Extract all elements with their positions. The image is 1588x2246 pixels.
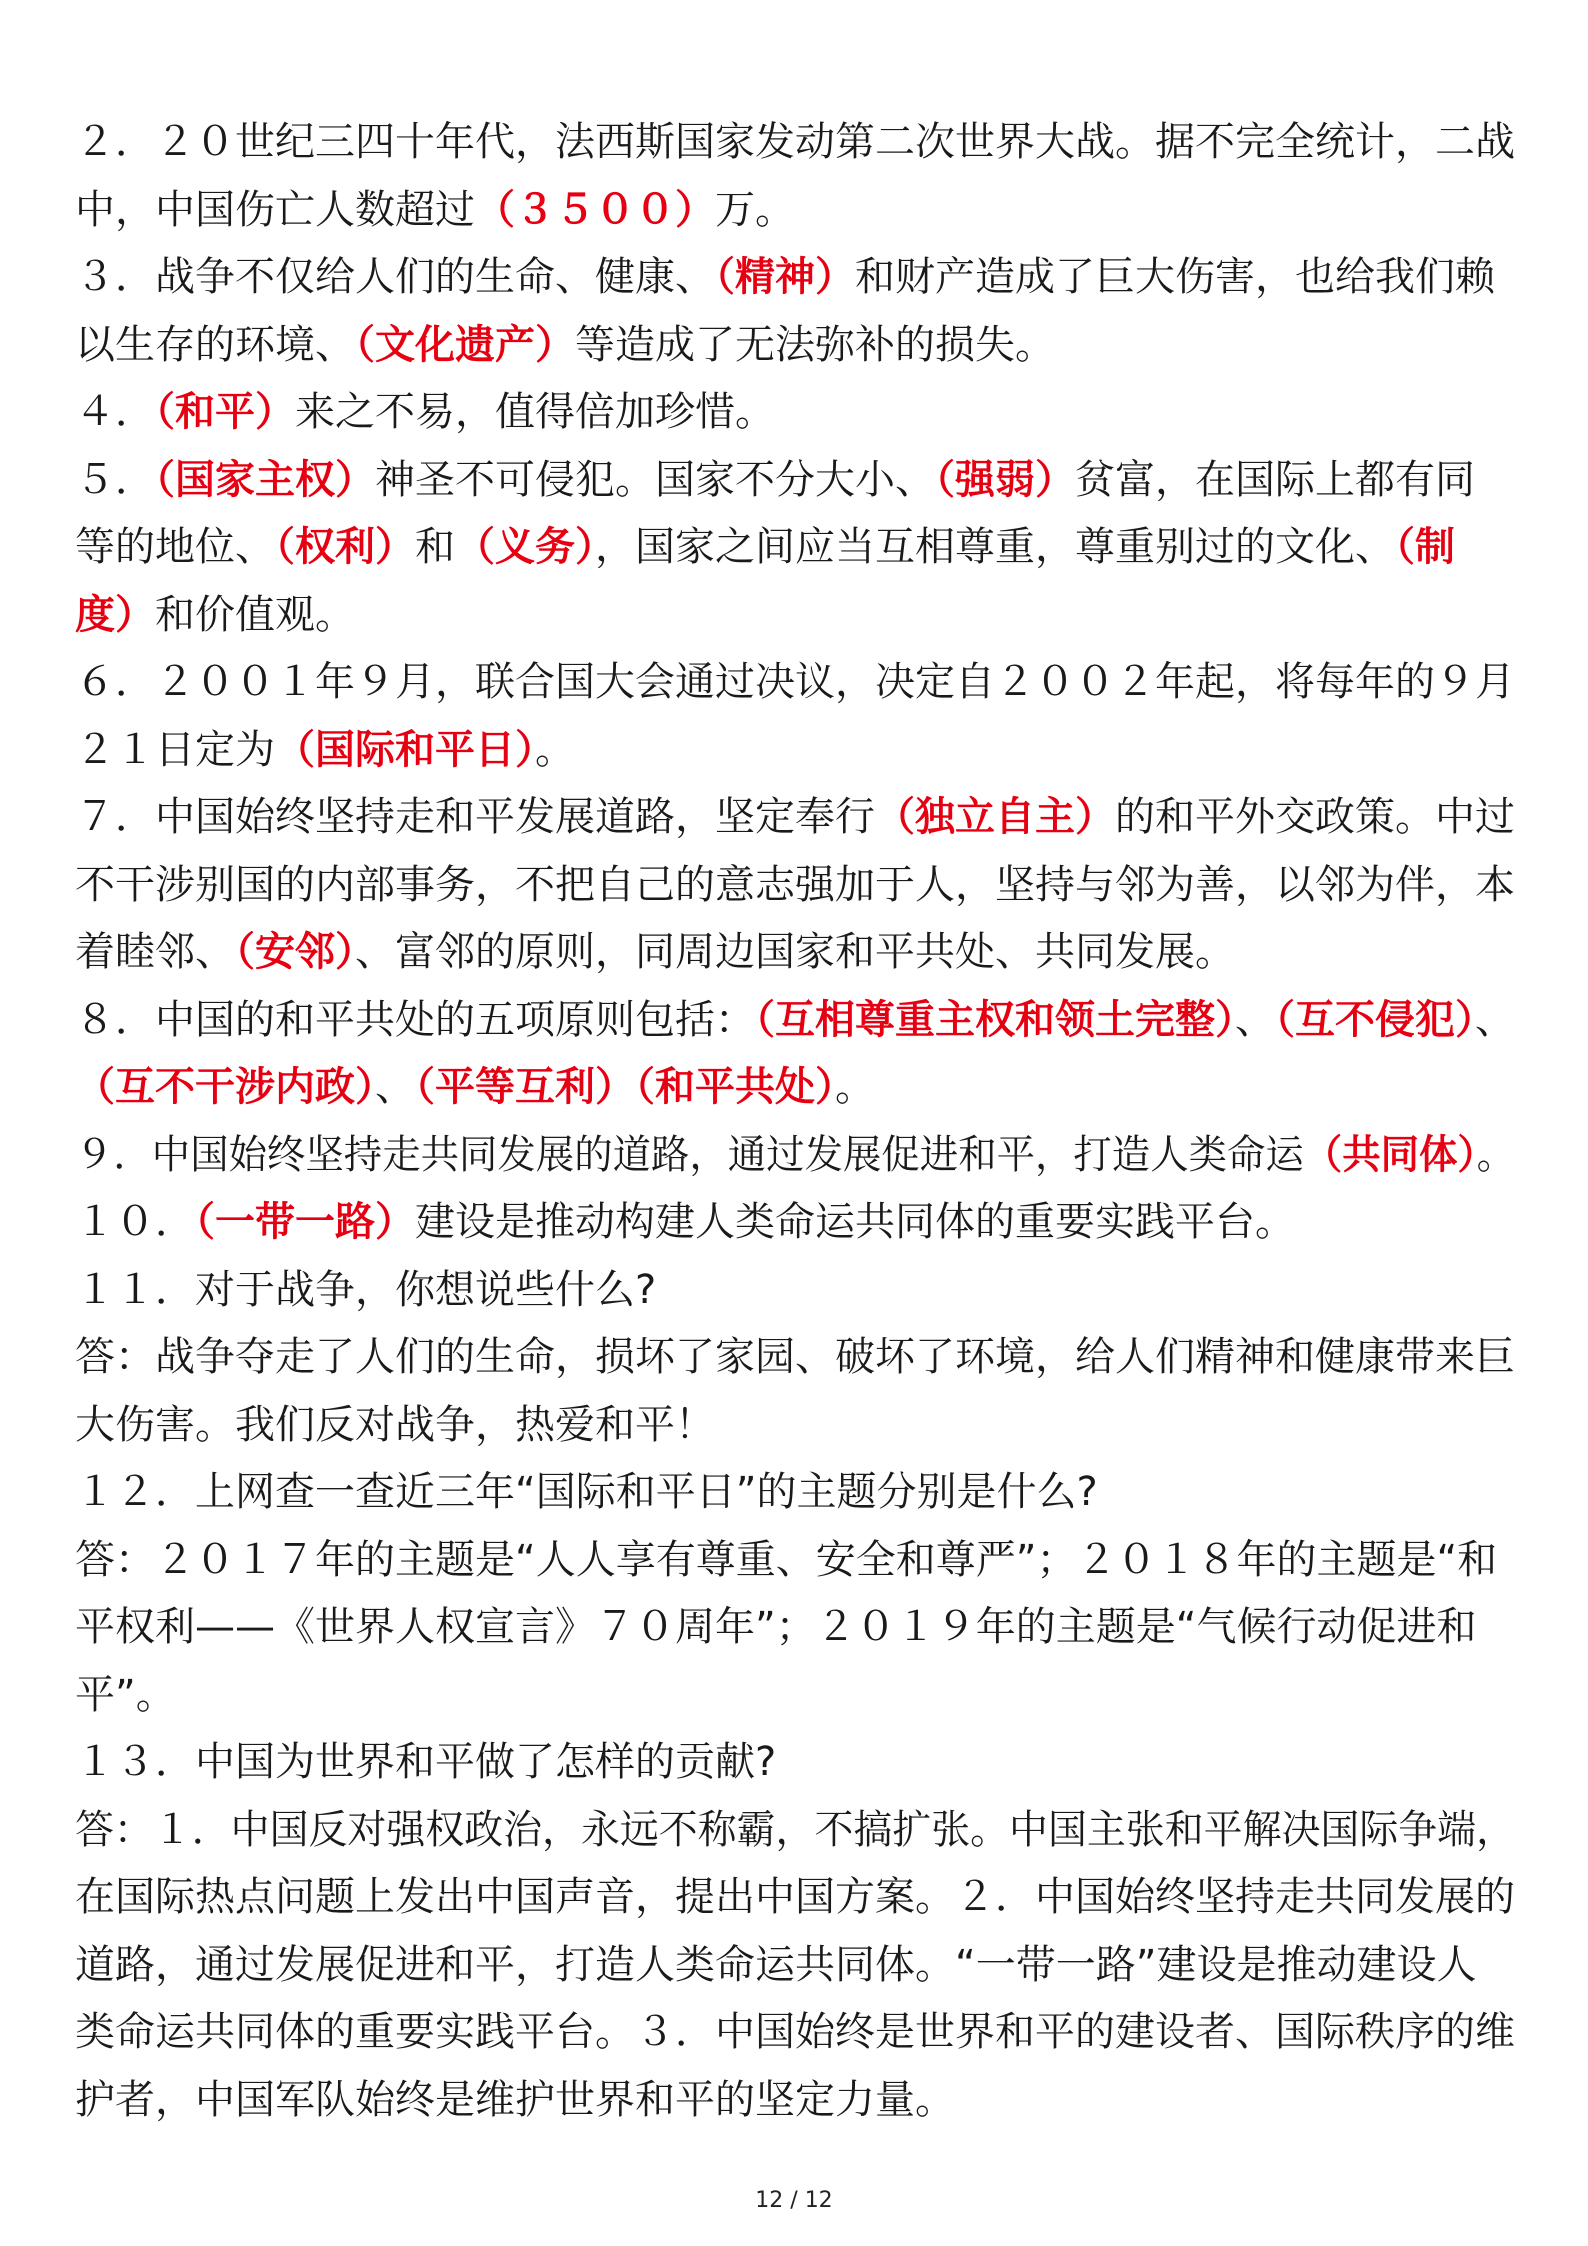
text-segment: 护者，中国军队始终是维护世界和平的坚定力量。 [75, 2076, 955, 2123]
text-line [75, 321, 1055, 368]
answer-text: （３５００） [475, 186, 715, 233]
text-segment: 、 [1235, 996, 1275, 1043]
answer-text: （平等互利） [415, 1064, 635, 1110]
text-segment: 和财产造成了巨大伤害，也给我们赖 [855, 254, 1495, 300]
text-segment: 万。 [715, 186, 795, 233]
text-segment: ９．中国始终坚持走共同发展的道路，通过发展促进和平，打造人类命运 [75, 1131, 1304, 1178]
text-segment: ４． [75, 389, 155, 435]
text-segment: 大伤害。我们反对战争，热爱和平！ [75, 1401, 715, 1448]
text-line [75, 1671, 176, 1718]
answer-text: （独立自主） [875, 794, 1115, 840]
text-segment: 。 [1476, 1131, 1515, 1178]
answer-text: （国际和平日） [275, 726, 535, 773]
text-line [75, 1536, 1498, 1583]
text-line [75, 1131, 1515, 1178]
text-segment: 等的地位、 [75, 524, 275, 570]
text-segment: １３．中国为世界和平做了怎样的贡献? [75, 1739, 777, 1785]
text-segment: 不干涉别国的内部事务，不把自己的意志强加于人，坚持与邻为善，以邻为伴，本 [75, 861, 1515, 908]
text-line [75, 996, 1515, 1043]
text-segment: ，国家之间应当互相尊重，尊重别过的文化、 [595, 524, 1395, 570]
answer-text: （强弱） [935, 456, 1075, 503]
text-line [75, 794, 1515, 840]
text-line [75, 1941, 1477, 1988]
text-segment: １２．上网查一查近三年“国际和平日”的主题分别是什么? [75, 1469, 1098, 1515]
answer-text: （和平） [155, 389, 295, 435]
text-line [75, 456, 1475, 503]
text-line [75, 254, 1495, 300]
answer-text: （互相尊重主权和领土完整） [755, 996, 1235, 1043]
text-segment: 着睦邻、 [75, 929, 235, 975]
text-line [75, 1604, 1477, 1650]
text-line [75, 929, 1235, 975]
text-segment: 平权利——《世界人权宣言》７０周年”；２０１９年的主题是“气候行动促进和 [75, 1604, 1477, 1650]
text-segment: 在国际热点问题上发出中国声音，提出中国方案。２．中国始终坚持走共同发展的 [75, 1874, 1515, 1920]
text-segment: 答：２０１７年的主题是“人人享有尊重、安全和尊严”；２０１８年的主题是“和 [75, 1536, 1498, 1583]
text-segment: １０． [75, 1199, 195, 1245]
text-line [75, 861, 1515, 908]
text-segment: 。 [535, 726, 575, 773]
answer-text: （安邻） [235, 929, 355, 975]
text-segment: 。 [835, 1064, 875, 1110]
text-segment: ３．战争不仅给人们的生命、健康、 [75, 254, 715, 300]
text-segment: 以生存的环境、 [75, 321, 355, 368]
text-line [75, 1266, 657, 1313]
text-segment: １１．对于战争，你想说些什么? [75, 1266, 657, 1313]
answer-text: （互不干涉内政） [75, 1064, 375, 1110]
text-line [75, 1874, 1515, 1920]
text-line [75, 1401, 715, 1448]
text-segment: 、富邻的原则，同周边国家和平共处、共同发展。 [355, 929, 1235, 975]
text-line [75, 524, 1455, 570]
text-segment: 、 [375, 1064, 415, 1110]
text-line [75, 389, 775, 435]
answer-text: （文化遗产） [355, 321, 575, 368]
text-segment: ５． [75, 456, 155, 503]
text-segment: ７．中国始终坚持走和平发展道路，坚定奉行 [75, 794, 875, 840]
text-segment: 的和平外交政策。中过 [1115, 794, 1515, 840]
text-line [75, 1064, 875, 1110]
answer-text: （互不侵犯） [1275, 996, 1475, 1043]
text-segment: ２１日定为 [75, 726, 275, 773]
text-segment: 答：战争夺走了人们的生命，损坏了家园、破坏了环境，给人们精神和健康带来巨 [75, 1334, 1515, 1380]
text-line [75, 186, 795, 233]
answer-text: （权利） [275, 524, 415, 570]
text-line [75, 659, 1515, 705]
text-segment: 建设是推动构建人类命运共同体的重要实践平台。 [415, 1199, 1295, 1245]
text-segment: 等造成了无法弥补的损失。 [575, 321, 1055, 368]
text-line [75, 2009, 1515, 2055]
text-line [75, 1469, 1098, 1515]
text-segment: 和价值观。 [155, 591, 355, 638]
text-line [75, 119, 1515, 165]
text-segment: ８．中国的和平共处的五项原则包括： [75, 996, 755, 1043]
page-number: 12 / 12 [755, 2188, 833, 2213]
answer-text: （共同体） [1303, 1131, 1477, 1178]
answer-text: （义务） [455, 524, 595, 570]
text-segment: 答：１．中国反对强权政治，永远不称霸，不搞扩张。中国主张和平解决国际争端， [75, 1806, 1515, 1853]
text-segment: 类命运共同体的重要实践平台。３．中国始终是世界和平的建设者、国际秩序的维 [75, 2009, 1515, 2055]
text-segment: 贫富，在国际上都有同 [1075, 456, 1475, 503]
answer-text: （一带一路） [195, 1199, 415, 1245]
text-line [75, 1739, 777, 1785]
answer-text: （精神） [715, 254, 855, 300]
text-segment: 、 [1475, 996, 1515, 1043]
text-line [75, 591, 355, 638]
text-segment: 来之不易，值得倍加珍惜。 [295, 389, 775, 435]
answer-text: （制 [1395, 524, 1455, 570]
text-line [75, 1806, 1515, 1853]
text-line [75, 2076, 955, 2123]
text-segment: 神圣不可侵犯。国家不分大小、 [375, 456, 935, 503]
text-line [75, 726, 575, 773]
text-line [75, 1199, 1295, 1245]
answer-text: （和平共处） [635, 1064, 835, 1110]
answer-text: （国家主权） [155, 456, 375, 503]
text-line [75, 1334, 1515, 1380]
text-segment: 平”。 [75, 1671, 176, 1718]
answer-text: 度） [75, 591, 155, 638]
text-segment: 和 [415, 524, 455, 570]
text-segment: ２．２０世纪三四十年代，法西斯国家发动第二次世界大战。据不完全统计，二战 [75, 119, 1515, 165]
text-segment: 道路，通过发展促进和平，打造人类命运共同体。“一带一路”建设是推动建设人 [75, 1941, 1477, 1988]
text-segment: 中，中国伤亡人数超过 [75, 186, 475, 233]
text-segment: ６．２００１年９月，联合国大会通过决议，决定自２００２年起，将每年的９月 [75, 659, 1515, 705]
